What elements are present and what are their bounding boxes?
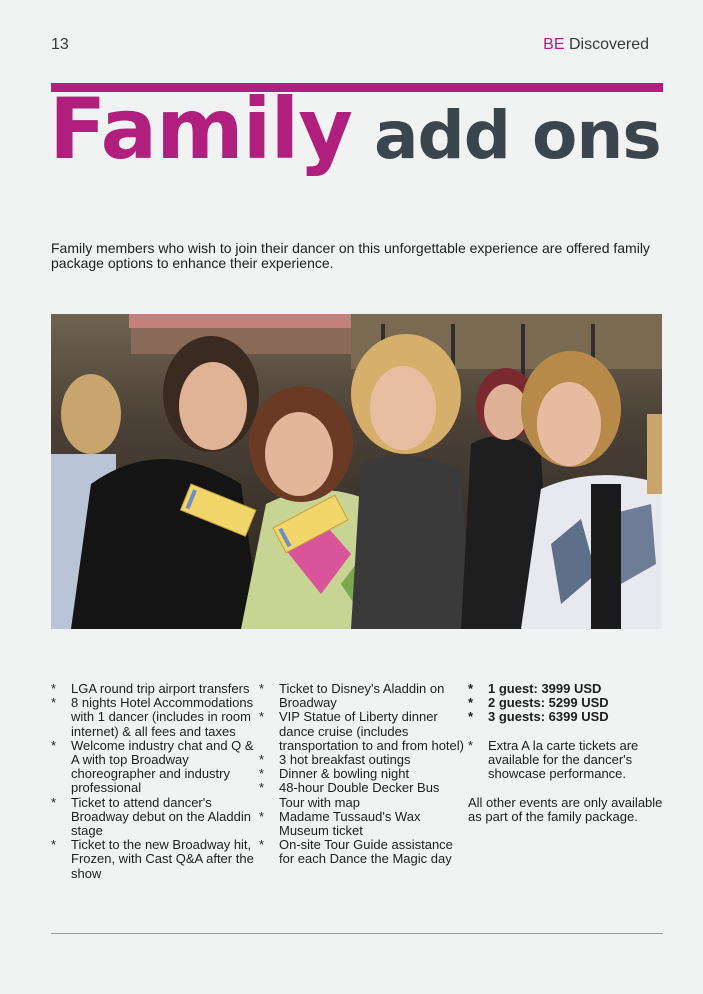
list-item: * 3 hot breakfast outings <box>259 752 411 768</box>
bullet-star: * <box>259 766 265 782</box>
list-item: * Ticket to the new Broadway hit, Frozen, with Cast Q&A after the show <box>51 837 254 881</box>
bullet-star: * <box>259 752 265 768</box>
group-photo <box>51 314 662 629</box>
title-word-addons: add ons <box>352 97 661 174</box>
list-item: * 48-hour Double Decker Bus Tour with map <box>259 780 440 810</box>
price-item-1-guest: * 1 guest: 3999 USD <box>468 681 602 696</box>
bullet-star: * <box>468 737 474 753</box>
list-item: * Ticket to attend dancer's Broadway debut on the Aladdin stage <box>51 794 251 839</box>
intro-paragraph: Family members who wish to join their dancer on this unforgettable experience are offered family package options to enhance their experience. <box>51 240 650 271</box>
list-item: * Ticket to Disney's Aladdin on Broadway <box>259 681 445 711</box>
bullet-star: * <box>51 681 57 696</box>
list-item: * Madame Tussaud's Wax Museum ticket <box>259 808 421 839</box>
title-word-family: Family <box>49 80 353 178</box>
price-item-3-guests: * 3 guests: 6399 USD <box>468 709 609 725</box>
inclusions-list-1 <box>51 682 256 881</box>
bullet-star: * <box>259 837 265 853</box>
page-number: 13 <box>51 36 69 53</box>
bullet-star: * <box>468 709 474 725</box>
inclusions-list-2 <box>259 682 464 867</box>
footer-divider <box>51 933 663 934</box>
bullet-star: * <box>51 837 57 853</box>
bullet-star: * <box>259 681 265 696</box>
bullet-star: * <box>259 780 265 796</box>
brand-title <box>543 36 649 54</box>
bullet-star: * <box>51 695 57 711</box>
brand-prefix: BE <box>543 36 565 53</box>
list-item: * LGA round trip airport transfers <box>51 681 250 696</box>
brand-suffix: Discovered <box>564 36 649 53</box>
bullet-star: * <box>468 681 474 696</box>
page-title <box>49 80 661 178</box>
bullet-star: * <box>259 808 265 824</box>
list-item: * Welcome industry chat and Q & A with top Broadway choreographer and industry professional <box>51 737 254 796</box>
pricing-list <box>468 682 663 781</box>
list-item: * 8 nights Hotel Accommodations with 1 dancer (includes in room internet) & all fees and taxes <box>51 695 254 739</box>
bullet-star: * <box>51 794 57 810</box>
package-note: All other events are only available as part of the family package. <box>468 795 663 825</box>
list-item: * On-site Tour Guide assistance for each Dance the Magic day <box>259 837 453 867</box>
list-item: * VIP Statue of Liberty dinner dance cruise (includes transportation to and from hotel) <box>259 709 464 753</box>
list-item: * Dinner & bowling night <box>259 766 410 782</box>
bullet-star: * <box>468 695 474 711</box>
bullet-star: * <box>51 737 57 753</box>
extra-tickets-item: * Extra A la carte tickets are available for the dancer's showcase performance. <box>468 737 639 782</box>
bullet-star: * <box>259 709 265 725</box>
price-item-2-guests: * 2 guests: 5299 USD <box>468 695 609 711</box>
